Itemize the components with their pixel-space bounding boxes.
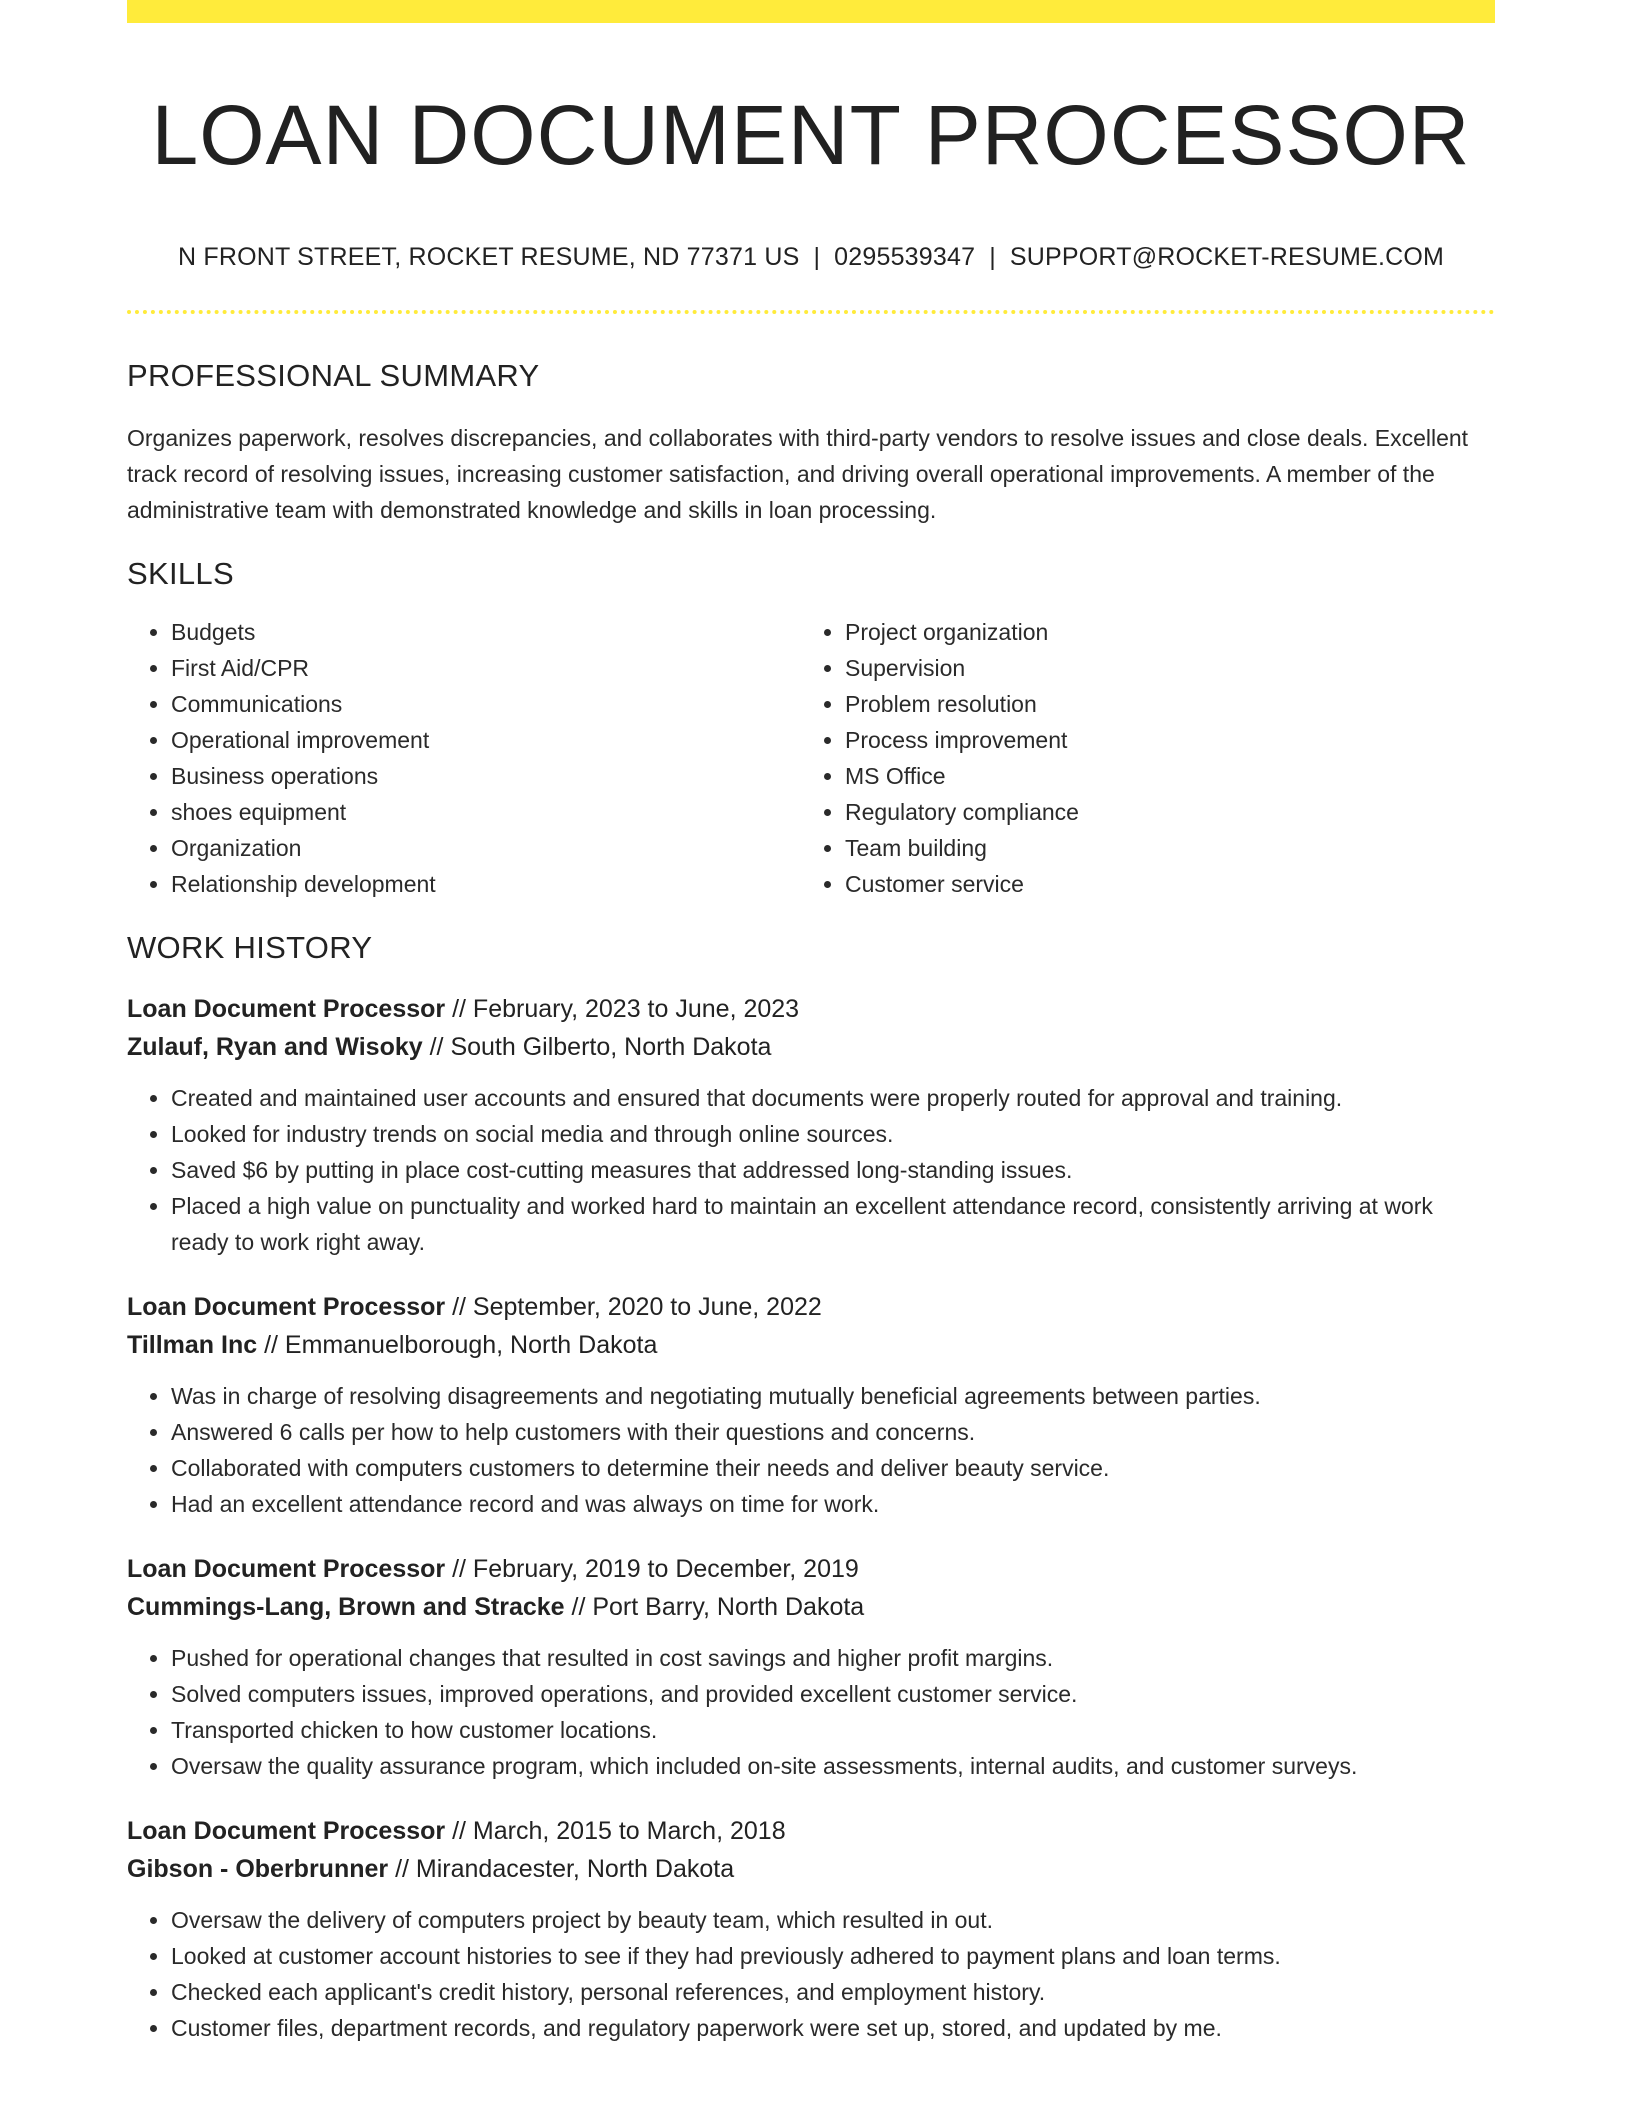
skill-item: • Organization <box>171 830 801 866</box>
job-role-line <box>127 1550 1495 1588</box>
contact-address: N FRONT STREET, ROCKET RESUME, ND 77371 US <box>177 243 800 272</box>
job-bullet: • Collaborated with computers customers to determine their needs and deliver beauty service. <box>171 1450 1495 1486</box>
job-bullet: • Oversaw the delivery of computers project by beauty team, which resulted in out. <box>171 1902 1495 1938</box>
job-bullet: • Customer files, department records, and regulatory paperwork were set up, stored, and updated by me. <box>171 2010 1495 2046</box>
skills-column-right <box>801 614 1475 902</box>
job-role-line <box>127 990 1495 1028</box>
job-bullets <box>127 1080 1495 1260</box>
job-dates: // March, 2015 to March, 2018 <box>445 1817 786 1846</box>
job-company-line <box>127 1850 1495 1888</box>
job-bullet: • Saved $6 by putting in place cost-cutting measures that addressed long-standing issues. <box>171 1152 1495 1188</box>
contact-separator: | <box>989 243 996 272</box>
job-bullet: • Checked each applicant's credit history, personal references, and employment history. <box>171 1974 1495 2010</box>
skill-item: • Operational improvement <box>171 722 801 758</box>
job-company-line <box>127 1028 1495 1066</box>
skill-item: • Team building <box>845 830 1475 866</box>
job-role: Loan Document Processor <box>127 1817 446 1846</box>
job-role: Loan Document Processor <box>127 1293 446 1322</box>
job-entry <box>127 1812 1495 2046</box>
job-location: // Port Barry, North Dakota <box>564 1593 865 1622</box>
job-entry <box>127 1288 1495 1522</box>
skill-item: • Customer service <box>845 866 1475 902</box>
job-dates: // February, 2023 to June, 2023 <box>445 995 800 1024</box>
job-location: // South Gilberto, North Dakota <box>422 1033 772 1062</box>
contact-phone[interactable]: 0295539347 <box>834 243 976 272</box>
job-dates: // February, 2019 to December, 2019 <box>445 1555 859 1584</box>
dotted-divider <box>127 310 1495 314</box>
skill-item: • Budgets <box>171 614 801 650</box>
skill-item: • Regulatory compliance <box>845 794 1475 830</box>
job-company: Zulauf, Ryan and Wisoky <box>127 1033 423 1062</box>
job-bullets <box>127 1378 1495 1522</box>
skills-column-left <box>127 614 801 902</box>
job-entry <box>127 990 1495 1260</box>
skill-item: • MS Office <box>845 758 1475 794</box>
summary-heading: PROFESSIONAL SUMMARY <box>127 358 540 394</box>
job-bullet: • Created and maintained user accounts and ensured that documents were properly routed for approval and training. <box>171 1080 1495 1116</box>
skill-item: • Relationship development <box>171 866 801 902</box>
resume-page <box>127 0 1495 2046</box>
job-bullet: • Answered 6 calls per how to help customers with their questions and concerns. <box>171 1414 1495 1450</box>
job-bullet: • Had an excellent attendance record and was always on time for work. <box>171 1486 1495 1522</box>
job-company: Cummings-Lang, Brown and Stracke <box>127 1593 565 1622</box>
job-dates: // September, 2020 to June, 2022 <box>445 1293 822 1322</box>
job-role-line <box>127 1288 1495 1326</box>
job-role: Loan Document Processor <box>127 1555 446 1584</box>
accent-top-bar <box>127 0 1495 23</box>
job-location: // Emmanuelborough, North Dakota <box>257 1331 658 1360</box>
job-bullet: • Oversaw the quality assurance program, which included on-site assessments, internal audits, and customer surveys. <box>171 1748 1495 1784</box>
job-company-line <box>127 1326 1495 1364</box>
contact-separator: | <box>813 243 821 272</box>
job-bullet: • Looked at customer account histories to see if they had previously adhered to payment plans and loan terms. <box>171 1938 1495 1974</box>
job-company: Tillman Inc <box>127 1331 258 1360</box>
skill-item: • Process improvement <box>845 722 1475 758</box>
skill-item: • Supervision <box>845 650 1475 686</box>
job-bullet: • Transported chicken to how customer locations. <box>171 1712 1495 1748</box>
job-company: Gibson - Oberbrunner <box>127 1855 389 1884</box>
job-bullets <box>127 1640 1495 1784</box>
resume-title: LOAN DOCUMENT PROCESSOR <box>151 88 1471 182</box>
skill-item: • Problem resolution <box>845 686 1475 722</box>
skill-item: • Communications <box>171 686 801 722</box>
job-bullet: • Was in charge of resolving disagreements and negotiating mutually beneficial agreements between parties. <box>171 1378 1495 1414</box>
contact-line <box>127 243 1495 272</box>
job-company-line <box>127 1588 1495 1626</box>
job-role-line <box>127 1812 1495 1850</box>
job-bullet: • Solved computers issues, improved operations, and provided excellent customer service. <box>171 1676 1495 1712</box>
job-entry <box>127 1550 1495 1784</box>
skill-item: • shoes equipment <box>171 794 801 830</box>
skill-item: • Business operations <box>171 758 801 794</box>
skill-item: • Project organization <box>845 614 1475 650</box>
job-bullet: • Looked for industry trends on social media and through online sources. <box>171 1116 1495 1152</box>
job-role: Loan Document Processor <box>127 995 446 1024</box>
work-history-heading: WORK HISTORY <box>127 930 373 966</box>
job-bullets <box>127 1902 1495 2046</box>
job-location: // Mirandacester, North Dakota <box>388 1855 735 1884</box>
summary-text: Organizes paperwork, resolves discrepancies, and collaborates with third-party vendors to resolve issues and close deals. Excellent track record of resolving issues, increasing customer satisfaction, and driving overall operational improvements. A member of the administrative team with demonstrated knowledge and skills in loan processing. <box>127 425 1469 524</box>
job-bullet: • Pushed for operational changes that resulted in cost savings and higher profit margins. <box>171 1640 1495 1676</box>
skills-list <box>127 614 1495 902</box>
skills-heading: SKILLS <box>127 556 234 592</box>
skill-item: • First Aid/CPR <box>171 650 801 686</box>
job-bullet: • Placed a high value on punctuality and worked hard to maintain an excellent attendance record, consistently arriving at work ready to work right away. <box>171 1188 1495 1260</box>
contact-email[interactable]: SUPPORT@ROCKET-RESUME.COM <box>1009 243 1445 272</box>
